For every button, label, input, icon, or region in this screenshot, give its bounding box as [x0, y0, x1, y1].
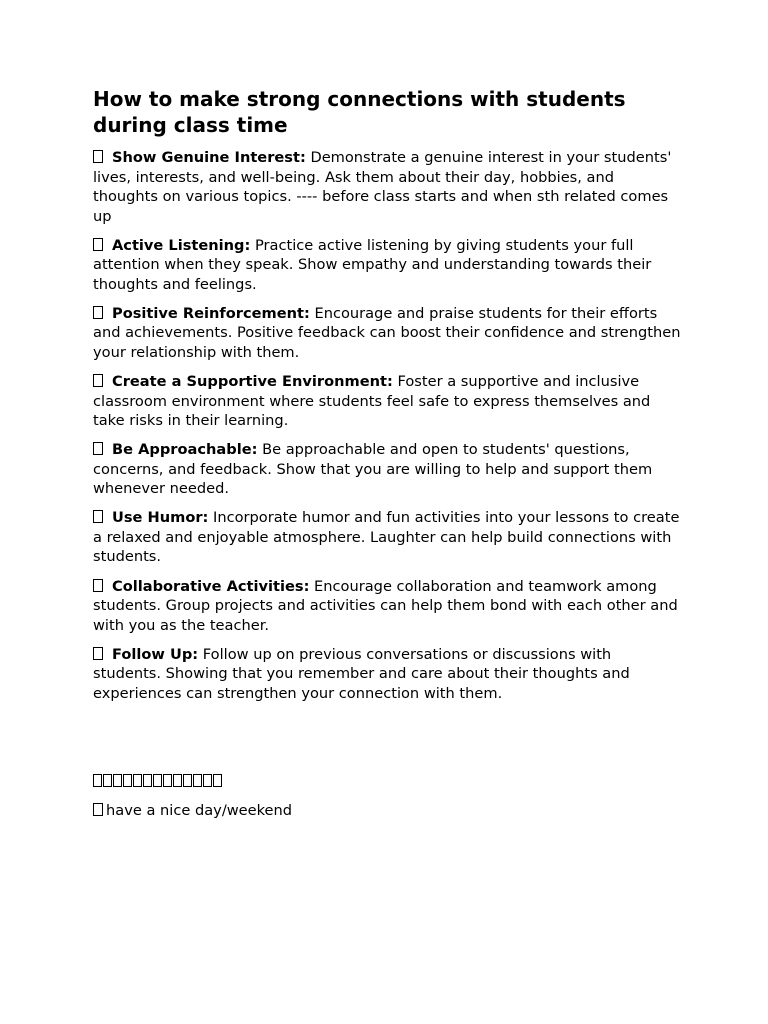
item-lead: Active Listening: [112, 236, 251, 254]
missing-glyph-icon [193, 774, 202, 787]
missing-glyph-bullet-icon [93, 442, 103, 455]
item-text: Encourage collaboration and teamwork among students. Group projects and activities can help them bond with each other and with you as the teacher. [93, 577, 678, 634]
list-item [93, 577, 683, 636]
list-item [93, 440, 683, 499]
item-lead: Use Humor: [112, 509, 209, 527]
list-item [93, 236, 683, 295]
list-item [93, 645, 683, 704]
item-text: Practice active listening by giving students your full attention when they speak. Show empathy and understanding towards their thoughts and feelings. [93, 236, 652, 293]
missing-glyph-bullet-icon [93, 306, 103, 319]
item-lead: Positive Reinforcement: [112, 304, 310, 322]
item-lead: Create a Supportive Environment: [112, 373, 393, 391]
missing-glyph-icon [133, 774, 142, 787]
missing-glyph-icon [163, 774, 172, 787]
item-text: Follow up on previous conversations or discussions with students. Showing that you remember and care about their thoughts and experiences can strengthen your connection with them. [93, 645, 630, 702]
missing-glyph-icon [113, 774, 122, 787]
unrendered-text-line [93, 771, 683, 791]
item-lead: Be Approachable: [112, 441, 258, 459]
item-lead: Collaborative Activities: [112, 577, 310, 595]
missing-glyph-icon [103, 774, 112, 787]
list-item [93, 148, 683, 226]
closing-line [93, 801, 683, 821]
item-lead: Show Genuine Interest: [112, 149, 306, 166]
missing-glyph-icon [93, 774, 102, 787]
list-item [93, 508, 683, 567]
document-title: How to make strong connections with students during class time [93, 87, 626, 137]
tips-list [93, 148, 683, 703]
missing-glyph-icon [173, 774, 182, 787]
item-text: Incorporate humor and fun activities into your lessons to create a relaxed and enjoyable atmosphere. Laughter can help build connections with students. [93, 509, 680, 566]
item-text: Demonstrate a genuine interest in your students' lives, interests, and well-being. Ask them about their day, hobbies, and thoughts on various topics. ---- before class starts and when sth related comes up [93, 149, 672, 225]
missing-glyph-icon [183, 774, 192, 787]
list-item [93, 372, 683, 431]
missing-glyph-bullet-icon [93, 510, 103, 523]
item-text: Encourage and praise students for their efforts and achievements. Positive feedback can boost their confidence and strengthen your relationship with them. [93, 304, 681, 361]
missing-glyph-bullet-icon [93, 579, 103, 592]
missing-glyph-bullet-icon [93, 150, 103, 163]
missing-glyph-bullet-icon [93, 803, 103, 816]
missing-glyph-icon [213, 774, 222, 787]
missing-glyph-icon [123, 774, 132, 787]
missing-glyph-icon [153, 774, 162, 787]
missing-glyph-bullet-icon [93, 238, 103, 251]
spacer [93, 713, 683, 771]
item-lead: Follow Up: [112, 645, 199, 663]
missing-glyph-icon [143, 774, 152, 787]
item-text: Foster a supportive and inclusive classroom environment where students feel safe to express themselves and take risks in their learning. [93, 373, 651, 430]
missing-glyph-bullet-icon [93, 374, 103, 387]
missing-glyph-icon [203, 774, 212, 787]
item-text: Be approachable and open to students' questions, concerns, and feedback. Show that you are willing to help and support them whenever needed. [93, 441, 653, 498]
closing-text: have a nice day/weekend [106, 801, 293, 819]
missing-glyph-bullet-icon [93, 647, 103, 660]
document-page [93, 86, 683, 820]
list-item [93, 304, 683, 363]
